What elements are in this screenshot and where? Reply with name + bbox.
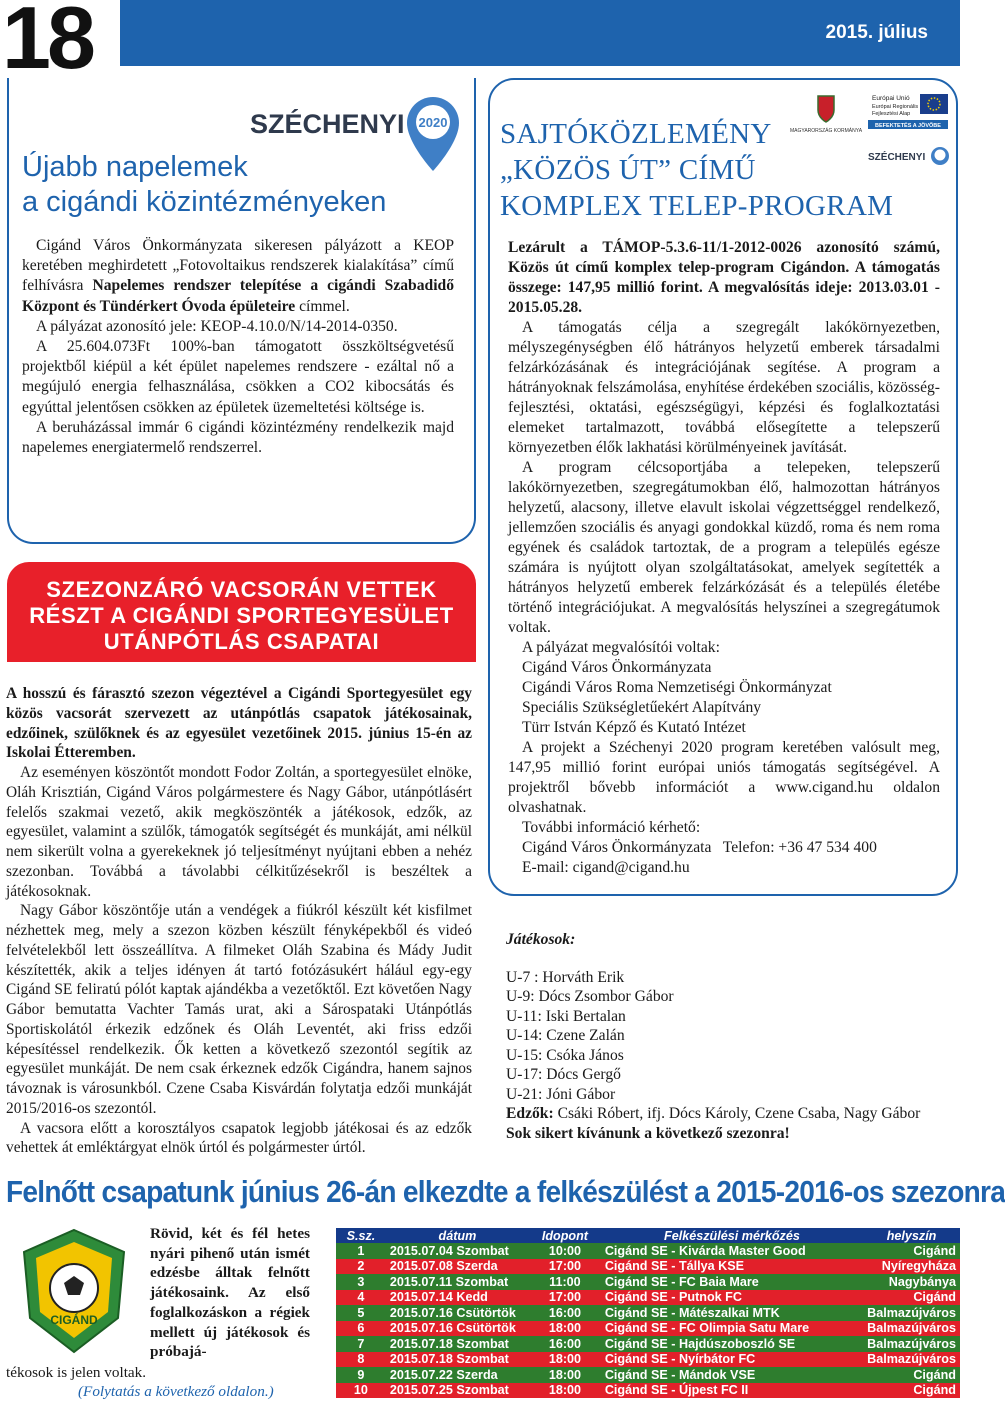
press-org4: Türr István Képző és Kutató Intézet	[522, 719, 746, 736]
schedule-cell: 6	[336, 1321, 386, 1337]
schedule-cell: 3	[336, 1274, 386, 1290]
press-title-line3: KOMPLEX TELEP-PROGRAM	[500, 190, 894, 222]
coaches-line	[492, 1104, 958, 1124]
schedule-cell: 17:00	[529, 1259, 601, 1275]
press-email: E-mail: cigand@cigand.hu	[522, 859, 690, 876]
player-row: U-9: Dócs Zsombor Gábor	[506, 988, 674, 1005]
schedule-row	[336, 1243, 960, 1259]
press-p5: További információ kérhető:	[522, 819, 701, 836]
article1-p1c: címmel.	[295, 297, 350, 315]
coaches-label: Edzők:	[506, 1105, 554, 1122]
schedule-cell: 5	[336, 1305, 386, 1321]
article1-p2: A pályázat azonosító jele: KEOP-4.10.0/N/14-2014-0350.	[36, 317, 398, 335]
col-header: Felkészülési mérkőzés	[601, 1228, 863, 1243]
player-row: U-15: Csóka János	[506, 1046, 624, 1064]
press-p2: A program célcsoportjába a telepeken, telepszerű lakókörnyezetben, szegregátumokban élő, halmozottan hátrányos helyzetű, alacsony, illetve elavult iskolai végzettséggel rendelkező, jellemzően szociális és anyagi gondokkal küzdő, roma és nem roma egyének és családok tartoztak, de a program a település egésze számára is nyújtott olyan szolgáltatásokat, amelyek segítették a hátrányos helyzetű emberek felzárkózását és a település életébe történő integrációjukat. A megvalósítás helyszínei a szegregátumok voltak.	[508, 459, 940, 636]
szechenyi-logo-text: SZÉCHENYI	[250, 109, 405, 139]
schedule-cell: 2015.07.14 Kedd	[386, 1290, 529, 1306]
issue-date: 2015. július	[825, 22, 928, 43]
article2-title	[7, 577, 476, 655]
article2-body	[6, 684, 472, 1158]
schedule-row	[336, 1367, 960, 1383]
schedule-cell: 16:00	[529, 1336, 601, 1352]
schedule-row	[336, 1290, 960, 1306]
schedule-cell: 10	[336, 1383, 386, 1399]
schedule-cell: 4	[336, 1290, 386, 1306]
article1-p1b: Napelemes rendszer telepítése a cigándi Szabadidő Központ és Tündérkert Óvoda épületeire	[22, 277, 454, 315]
schedule-row	[336, 1383, 960, 1399]
schedule-cell: Balmazújváros	[863, 1352, 960, 1368]
schedule-cell: 17:00	[529, 1290, 601, 1306]
schedule-cell: Nagybánya	[863, 1274, 960, 1290]
schedule-cell: Cigánd SE - FC Baia Mare	[601, 1274, 863, 1290]
article1-p1a: Cigánd Város Önkormányzata sikeresen pályázott a KEOP keretében meghirdetett „Fotovoltaikus rendszerek kialakítása” című felhívásra	[22, 237, 454, 295]
schedule-row	[336, 1259, 960, 1275]
schedule-cell: Cigánd SE - FC Olimpia Satu Mare	[601, 1321, 863, 1337]
col-header: dátum	[386, 1228, 529, 1243]
schedule-cell: 18:00	[529, 1367, 601, 1383]
article2-lead: A hosszú és fárasztó szezon végeztével a Cigándi Sportegyesület egy közös vacsorát szervezett az utánpótlás csapatok játékosainak, edzőinek, szülőknek és az egyesület vezetőinek 2015. június 15-én az Iskolai Étteremben.	[6, 685, 472, 762]
article1-title-line1: Újabb napelemek	[22, 151, 248, 183]
bottom-banner-headline: Felnőtt csapatunk június 26-án elkezdte a felkészülést a 2015-2016-os szezonra	[6, 1174, 1005, 1209]
schedule-cell: Cigánd SE - Kivárda Master Good	[601, 1243, 863, 1259]
press-org1: Cigánd Város Önkormányzata	[522, 659, 712, 676]
col-header: helyszín	[863, 1228, 960, 1243]
schedule-cell: 2015.07.25 Szombat	[386, 1383, 529, 1399]
eu-flag-icon	[920, 94, 948, 114]
schedule-cell: 1	[336, 1243, 386, 1259]
preseason-schedule-table	[336, 1228, 960, 1398]
page-number: 18	[2, 0, 92, 87]
player-row: U-21: Jóni Gábor	[506, 1085, 616, 1103]
player-row: U-7 : Horváth Erik	[506, 968, 625, 986]
schedule-cell: Cigánd SE - Mándok VSE	[601, 1367, 863, 1383]
schedule-cell: 7	[336, 1336, 386, 1352]
schedule-cell: 2015.07.08 Szerda	[386, 1259, 529, 1275]
schedule-cell: 2015.07.22 Szerda	[386, 1367, 529, 1383]
schedule-cell: Cigánd	[863, 1243, 960, 1259]
press-org3: Speciális Szükségletűekért Alapítvány	[522, 699, 762, 716]
players-heading: Játékosok:	[506, 931, 576, 948]
schedule-cell: Cigánd SE - Újpest FC II	[601, 1383, 863, 1399]
press-org2: Cigándi Város Roma Nemzetiségi Önkormányzat	[522, 679, 832, 696]
article1-title-line2: a cigándi közintézményeken	[22, 186, 387, 218]
club-logo-text: CIGÁND	[50, 1313, 98, 1327]
col-header: Idopont	[529, 1228, 601, 1243]
eu-badge: BEFEKTETÉS A JÖVŐBE	[875, 123, 941, 129]
schedule-cell: 2015.07.16 Csütörtök	[386, 1321, 529, 1337]
schedule-cell: Balmazújváros	[863, 1336, 960, 1352]
press-contact: Cigánd Város Önkormányzata Telefon: +36 47 534 400	[522, 839, 877, 856]
schedule-cell: 18:00	[529, 1321, 601, 1337]
article2-p2: Nagy Gábor köszöntője után a vendégek a fiúkról készült két kisfilmet nézhettek meg, mely a szezon közben készült fényképekből és videó felvételekből lett összeállítva. A filmeket Oláh Szabina és Mády Judit készítették, akik a teljes idényen át tartó fotózásukért hálául egy-egy Cigánd SE feliratú pólót kaptak ajándékba a vezetőktől. Ezt követően Nagy Gábor bemutatta Vachter Tamás urat, aki a Sárospataki Utánpótlás Sportiskolától érkezik edzőnek és Oláh Leventét, aki friss edzői képesítéssel rendelkezik. Ők ketten a következő szezontól segítik az egyesület munkáját. De nem csak érkeznek edzők Cigándra, hanem sajnos távoznak is városunkból. Czene Csaba Kisvárdán folytatja edzői munkáját 2015/2016-os szezontól.	[6, 902, 472, 1117]
short-article-cont: tékosok is jelen voltak.	[6, 1364, 147, 1381]
szechenyi-logo-year: 2020	[418, 115, 448, 130]
schedule-cell: Cigánd	[863, 1383, 960, 1399]
press-p4: A projekt a Széchenyi 2020 program keretében valósult meg, 147,95 millió forint európai uniós támogatás segítségével. A projektről bővebb információt a www.cigand.hu oldalon olvashatnak.	[508, 739, 940, 816]
short-article-text: Rövid, két és fél hetes nyári pihenő után ismét edzésbe álltak felnőtt játékosaink. Az első foglalkozáskon a régiek mellett új játékosok és próbajá-	[150, 1225, 310, 1361]
press-p3: A pályázat megvalósítói voltak:	[522, 639, 720, 656]
schedule-cell: 2015.07.11 Szombat	[386, 1274, 529, 1290]
schedule-cell: 2015.07.18 Szombat	[386, 1336, 529, 1352]
schedule-row	[336, 1274, 960, 1290]
schedule-row	[336, 1305, 960, 1321]
continued-note: (Folytatás a következő oldalon.)	[78, 1383, 274, 1400]
schedule-header-row	[336, 1228, 960, 1243]
eu-label3: Fejlesztési Alap	[872, 111, 911, 117]
header-bar	[120, 0, 960, 66]
col-header: S.sz.	[336, 1228, 386, 1243]
schedule-cell: Nyíregyháza	[863, 1259, 960, 1275]
article2-p3: A vacsora előtt a korosztályos csapatok legjobb játékosai és az edzők vehettek át emléktárgyat elnök úrtól és polgármester úrtól.	[6, 1119, 472, 1157]
press-release-title	[500, 116, 950, 224]
schedule-cell: 2015.07.16 Csütörtök	[386, 1305, 529, 1321]
schedule-cell: 9	[336, 1367, 386, 1383]
schedule-cell: Cigánd SE - Tállya KSE	[601, 1259, 863, 1275]
coaches-names: Csáki Róbert, ifj. Dócs Károly, Czene Csaba, Nagy Gábor	[553, 1105, 921, 1122]
schedule-cell: Balmazújváros	[863, 1305, 960, 1321]
article2-title-line3: UTÁNPÓTLÁS CSAPATAI	[103, 629, 380, 654]
player-row: U-17: Dócs Gergő	[506, 1066, 621, 1083]
article2-title-line1: SZEZONZÁRÓ VACSORÁN VETTEK	[46, 577, 437, 602]
schedule-cell: 2015.07.18 Szombat	[386, 1352, 529, 1368]
gov-label: MAGYARORSZÁG KORMÁNYA	[789, 128, 863, 134]
schedule-row	[336, 1352, 960, 1368]
schedule-cell: Cigánd	[863, 1367, 960, 1383]
schedule-cell: Cigánd SE - Hajdúszoboszló SE	[601, 1336, 863, 1352]
article1-p3: A 25.604.073Ft 100%-ban támogatott összköltségvetésű projektből kiépül a két épület napelemes rendszere - ezáltal nő a megújuló energia felhasználása, csökken a CO2 kibocsátás és egyúttal jelentősen csökken az épületek üzemeltetési költsége is.	[22, 338, 454, 416]
schedule-cell: Balmazújváros	[863, 1321, 960, 1337]
schedule-cell: 10:00	[529, 1243, 601, 1259]
schedule-cell: 8	[336, 1352, 386, 1368]
schedule-cell: Cigánd SE - Mátészalkai MTK	[601, 1305, 863, 1321]
article1-body	[22, 236, 454, 458]
schedule-cell: Cigánd SE - Putnok FC	[601, 1290, 863, 1306]
eu-label2: Európai Regionális	[872, 104, 919, 110]
players-list	[492, 930, 958, 1143]
schedule-cell: 16:00	[529, 1305, 601, 1321]
schedule-row	[336, 1321, 960, 1337]
press-title-line1: SAJTÓKÖZLEMÉNY	[500, 118, 772, 150]
press-release-body	[508, 238, 940, 878]
player-row: U-11: Iski Bertalan	[506, 1007, 626, 1025]
schedule-cell: Cigánd SE - Nyírbátor FC	[601, 1352, 863, 1368]
schedule-cell: Cigánd	[863, 1290, 960, 1306]
eu-label1: Európai Unió	[872, 95, 910, 102]
article1-p4: A beruházással immár 6 cigándi közintézmény rendelkezik majd napelemes energiatermelő rendszerrel.	[22, 418, 454, 457]
article1-title	[22, 150, 442, 220]
schedule-row	[336, 1336, 960, 1352]
schedule-cell: 18:00	[529, 1383, 601, 1399]
press-lead: Lezárult a TÁMOP-5.3.6-11/1-2012-0026 azonosító számú, Közös út című komplex telep-program Cigándon. A támogatás összege: 147,95 millió forint. A megvalósítás ideje: 2013.03.01 - 2015.05.28.	[508, 239, 940, 316]
cigand-se-club-logo	[6, 1222, 142, 1358]
article2-title-line2: RÉSZT A CIGÁNDI SPORTEGYESÜLET	[29, 603, 454, 628]
player-row: U-14: Czene Zalán	[506, 1027, 625, 1044]
schedule-cell: 18:00	[529, 1352, 601, 1368]
szechenyi-small-text: SZÉCHENYI	[868, 152, 926, 163]
schedule-cell: 2015.07.04 Szombat	[386, 1243, 529, 1259]
schedule-cell: 2	[336, 1259, 386, 1275]
schedule-cell: 11:00	[529, 1274, 601, 1290]
closing-wish: Sok sikert kívánunk a következő szezonra!	[506, 1124, 790, 1142]
article2-p1: Az eseményen köszöntőt mondott Fodor Zoltán, a sportegyesület elnöke, Oláh Krisztián, Cigánd Város polgármestere és Nagy Gábor, utánpótlásért felelős szakmai vezető, akik megköszönték a játékosok, edzők, az egyesület, valamint a szülők, támogatók segítségét és munkáját, ami nélkül nem sikerült volna a gyerekeknek jó teljesítményt nyújtani ebben a nehéz szezonban. Továbbá a távolabbi célkitűzésekről is beszéltek a játékosoknak.	[6, 764, 472, 900]
press-p1: A támogatás célja a szegregált lakókörnyezetben, mélyszegénységben élő hátrányos helyzetű emberek társadalmi felzárkózásának és integrációjának segítése. A program a hátrányoknak felszámolása, enyhítése érdekében szociális, közösség-fejlesztési, oktatási, egészségügyi, képzési és foglalkoztatási elemeket tartalmazott, továbbá elősegítette a telepszerű környezetben élők lakhatási körülményeinek javítását.	[508, 319, 940, 456]
press-title-line2: „KÖZÖS ÚT” CÍMŰ	[500, 154, 756, 186]
